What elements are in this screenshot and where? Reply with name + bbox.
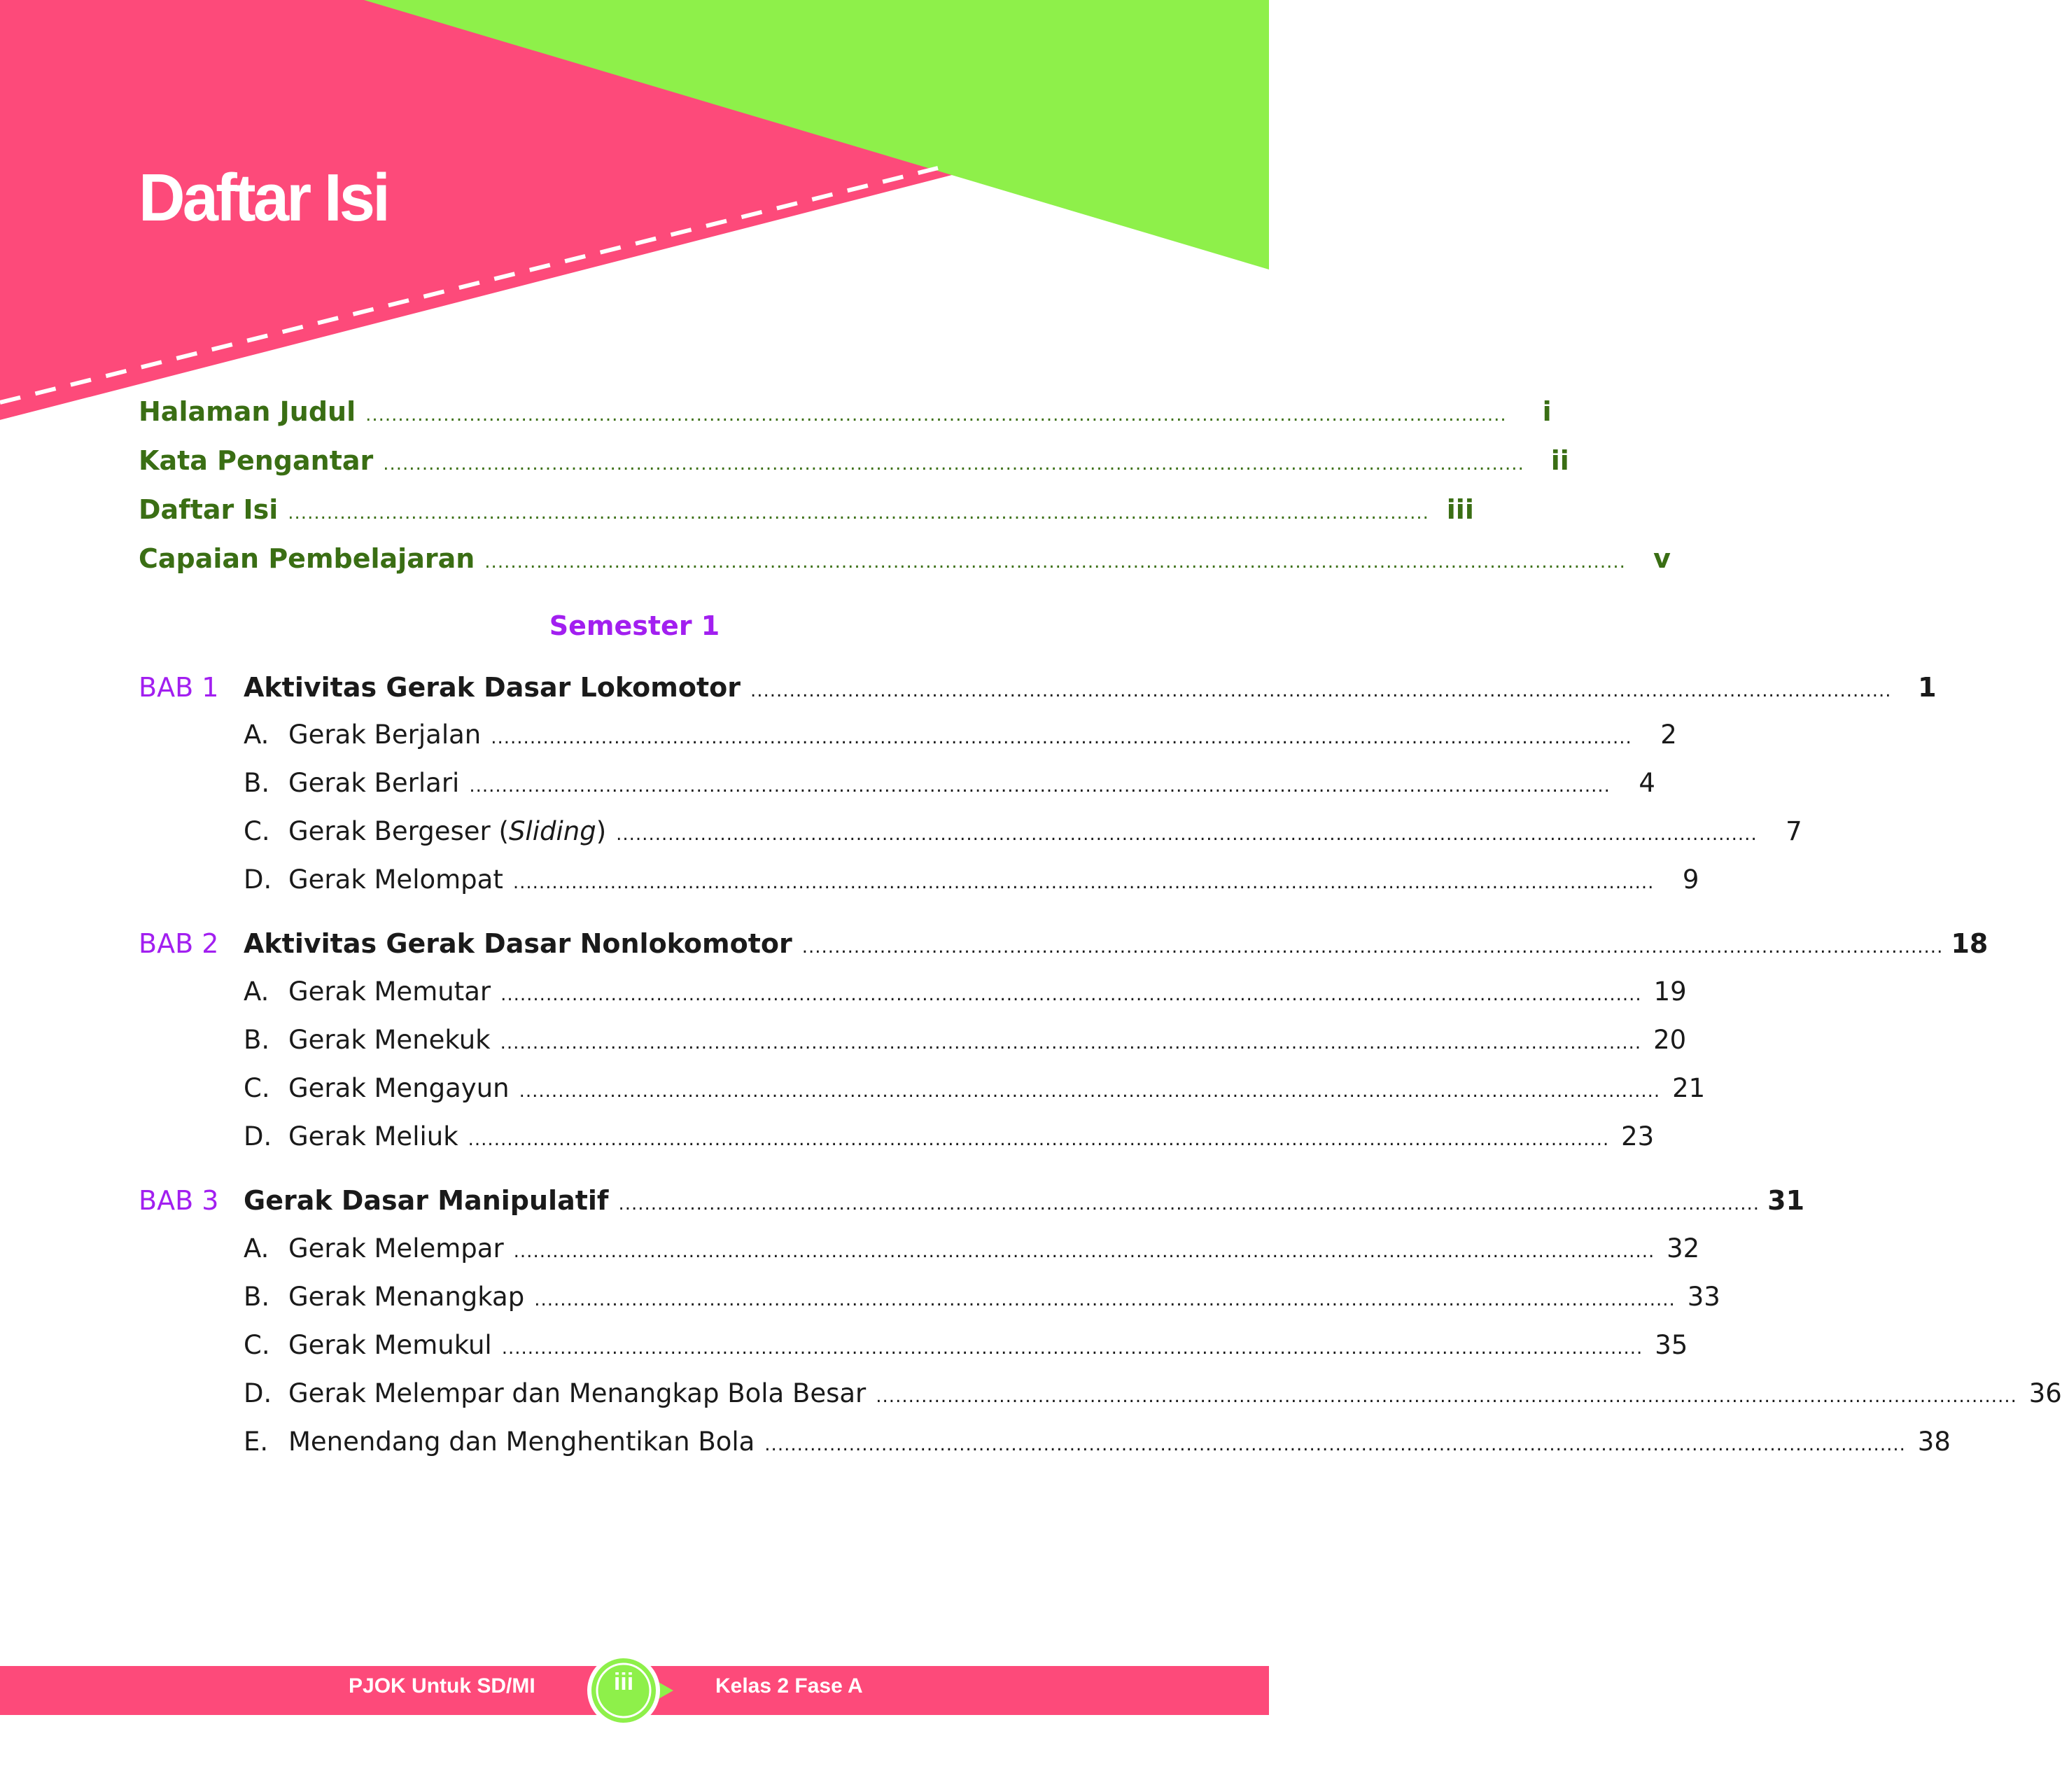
section-title: Gerak Melempar dan Menangkap Bola Besar [288,1378,867,1408]
page-number: iii [613,1669,634,1695]
toc-entry-title: Capaian Pembelajaran [139,543,475,574]
section-letter: D. [244,1121,272,1152]
toc-entry-title: Kata Pengantar [139,445,374,476]
section-title: Gerak Berlari [288,768,460,798]
dot-leader: ................................................................................................................................................................................ [501,1338,1643,1359]
toc-section[interactable] [139,1427,1951,1469]
section-letter: B. [244,768,270,798]
toc-page-number: 1 [1918,672,1937,703]
dot-leader: ................................................................................................................................................................................ [750,680,1892,701]
toc-page-number: 7 [1786,816,1802,846]
toc-page-number: 9 [1682,864,1699,895]
toc-page-number: ii [1550,445,1569,476]
toc-section[interactable] [139,1330,1688,1372]
toc-page-number: 23 [1621,1121,1655,1152]
semester-heading: Semester 1 [549,610,720,641]
toc-page-number: 20 [1653,1025,1687,1055]
dot-leader: ................................................................................................................................................................................ [500,984,1642,1005]
dot-leader: ................................................................................................................................................................................ [288,503,1429,524]
toc-section[interactable] [139,720,1677,762]
chapter-title: Aktivitas Gerak Dasar Lokomotor [244,672,741,703]
section-title-italic: Sliding [508,816,596,846]
toc-page-number: 31 [1767,1185,1805,1216]
dot-leader: ................................................................................................................................................................................ [383,454,1524,475]
toc-page-number: iii [1446,494,1474,525]
toc-page-number: 36 [2028,1378,2062,1408]
toc-page-number: 4 [1639,768,1655,798]
section-letter: E. [244,1427,269,1457]
section-title: Gerak Mengayun [288,1073,510,1103]
toc-section[interactable] [139,1282,1720,1324]
dot-leader: ................................................................................................................................................................................ [534,1289,1676,1310]
dot-leader: ................................................................................................................................................................................ [764,1434,1906,1455]
toc-entry-daftar-isi[interactable] [139,494,1474,536]
section-title: Gerak Melompat [288,864,503,895]
section-letter: D. [244,864,272,895]
toc-section[interactable] [139,1073,1706,1115]
dot-leader: ................................................................................................................................................................................ [513,1241,1655,1262]
section-letter: C. [244,1330,270,1360]
section-title: Gerak Memutar [288,976,491,1007]
section-title-main: Gerak Bergeser [288,816,491,846]
section-title: Gerak Bergeser (Sliding) [288,816,607,846]
toc-page-number: 2 [1660,720,1677,750]
toc-page-number: 35 [1655,1330,1688,1360]
toc-entry-kata-pengantar[interactable] [139,445,1569,487]
section-letter: C. [244,1073,270,1103]
dot-leader: ................................................................................................................................................................................ [484,552,1626,573]
toc-chapter-1[interactable] [139,672,1937,714]
section-letter: A. [244,976,269,1007]
dot-leader: ................................................................................................................................................................................ [468,1129,1610,1150]
footer-book-title: PJOK Untuk SD/MI [349,1674,535,1698]
section-letter: D. [244,1378,272,1408]
toc-section[interactable] [139,816,1802,858]
footer-grade: Kelas 2 Fase A [715,1674,863,1698]
section-title: Gerak Meliuk [288,1121,458,1152]
toc-page-number: 33 [1687,1282,1720,1312]
toc-section[interactable] [139,864,1699,906]
dot-leader: ................................................................................................................................................................................ [616,824,1758,845]
section-title: Menendang dan Menghentikan Bola [288,1427,755,1457]
toc-page-number: v [1653,543,1671,574]
dot-leader: ................................................................................................................................................................................ [876,1386,2017,1407]
section-letter: C. [244,816,270,846]
toc-page-number: i [1542,396,1552,427]
toc-chapter-2[interactable] [139,928,1989,970]
toc-page-number: 38 [1917,1427,1951,1457]
chapter-label: BAB 1 [139,672,219,703]
section-title: Gerak Menekuk [288,1025,491,1055]
toc-chapter-3[interactable] [139,1185,1805,1227]
dot-leader: ................................................................................................................................................................................ [365,405,1507,426]
dot-leader: ................................................................................................................................................................................ [491,727,1632,748]
toc-entry-capaian-pembelajaran[interactable] [139,543,1671,585]
dot-leader: ................................................................................................................................................................................ [512,872,1655,893]
toc-section[interactable] [139,768,1655,810]
dot-leader: ................................................................................................................................................................................ [469,776,1611,797]
section-letter: B. [244,1282,270,1312]
chapter-title: Aktivitas Gerak Dasar Nonlokomotor [244,928,792,959]
section-title: Gerak Memukul [288,1330,492,1360]
toc-section[interactable] [139,1378,2062,1420]
chapter-title: Gerak Dasar Manipulatif [244,1185,609,1216]
toc-page-number: 32 [1667,1233,1700,1264]
toc-entry-halaman-judul[interactable] [139,396,1552,438]
toc-page-number: 18 [1951,928,1989,959]
page-title: Daftar Isi [139,160,388,235]
dot-leader: ................................................................................................................................................................................ [801,937,1944,958]
section-title: Gerak Menangkap [288,1282,525,1312]
toc-section[interactable] [139,976,1687,1018]
dot-leader: ................................................................................................................................................................................ [618,1194,1760,1214]
section-letter: A. [244,720,269,750]
toc-section[interactable] [139,1025,1687,1067]
chapter-label: BAB 3 [139,1185,219,1216]
toc-page-number: 19 [1653,976,1687,1007]
toc-section[interactable] [139,1121,1655,1163]
section-letter: B. [244,1025,270,1055]
dot-leader: ................................................................................................................................................................................ [519,1081,1661,1102]
section-title: Gerak Berjalan [288,720,482,750]
dot-leader: ................................................................................................................................................................................ [500,1032,1642,1054]
toc-entry-title: Halaman Judul [139,396,356,427]
section-title: Gerak Melempar [288,1233,504,1264]
toc-page-number: 21 [1672,1073,1706,1103]
section-letter: A. [244,1233,269,1264]
toc-entry-title: Daftar Isi [139,494,279,525]
chapter-label: BAB 2 [139,928,219,959]
toc-section[interactable] [139,1233,1700,1275]
